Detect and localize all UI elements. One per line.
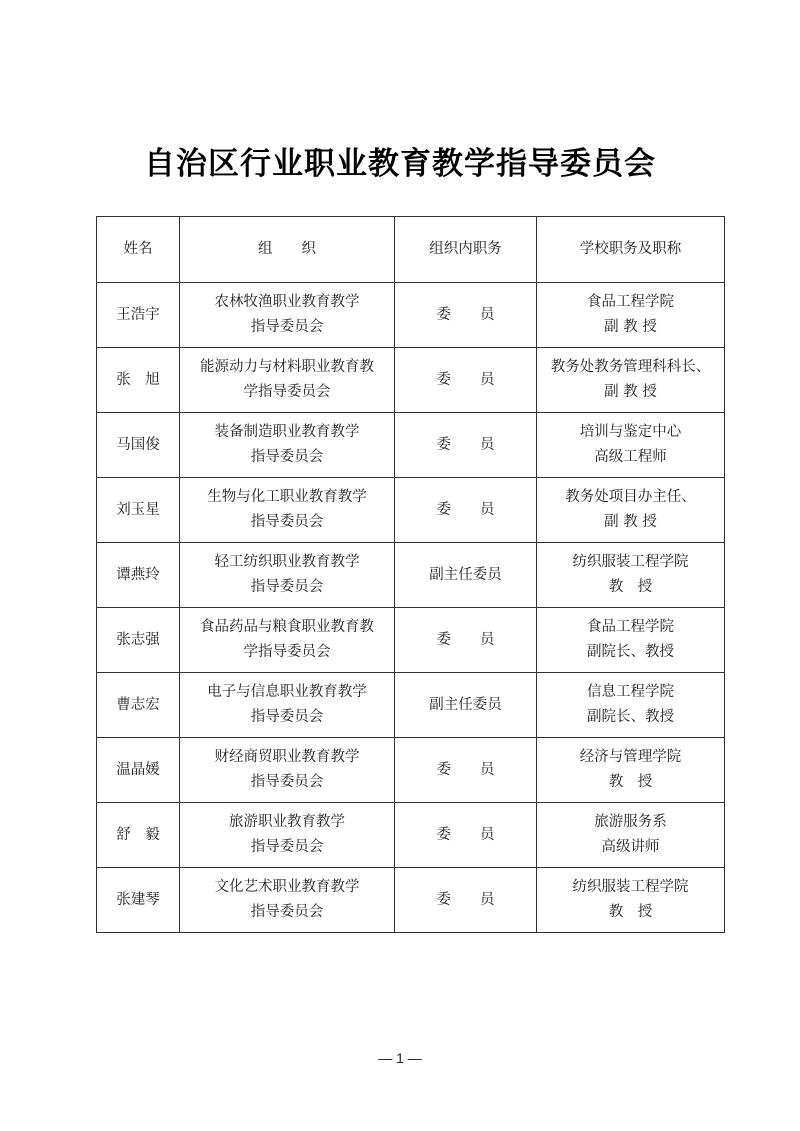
title-line: 副院长、教授 [587, 644, 674, 660]
cell-organization [180, 673, 395, 738]
title-line: 教 授 [608, 774, 653, 790]
org-line: 文化艺术职业教育教学 [214, 879, 360, 895]
table-row [97, 413, 725, 478]
cell-organization [180, 543, 395, 608]
title-line: 教 授 [608, 579, 653, 595]
org-line: 指导委员会 [250, 579, 324, 595]
cell-name: 张建琴 [97, 868, 180, 933]
cell-role: 委 员 [395, 478, 537, 543]
table-row [97, 543, 725, 608]
org-line: 指导委员会 [250, 774, 324, 790]
title-line: 高级工程师 [594, 449, 667, 465]
org-line: 指导委员会 [250, 709, 324, 725]
title-line: 副 教 授 [604, 514, 657, 530]
cell-name: 张志强 [97, 608, 180, 673]
cell-school-title [537, 413, 725, 478]
cell-organization [180, 738, 395, 803]
title-line: 培训与鉴定中心 [579, 424, 682, 440]
cell-organization [180, 868, 395, 933]
table-row [97, 478, 725, 543]
header-name: 姓名 [97, 217, 180, 283]
title-line: 副 教 授 [604, 319, 657, 335]
cell-name: 张 旭 [97, 348, 180, 413]
cell-name: 谭燕玲 [97, 543, 180, 608]
table-row [97, 673, 725, 738]
org-line: 农林牧渔职业教育教学 [214, 294, 360, 310]
table-row [97, 803, 725, 868]
cell-role: 委 员 [395, 413, 537, 478]
cell-role: 副主任委员 [395, 543, 537, 608]
cell-school-title [537, 283, 725, 348]
table-row [97, 868, 725, 933]
cell-name: 王浩宇 [97, 283, 180, 348]
cell-name: 刘玉星 [97, 478, 180, 543]
title-line: 高级讲师 [601, 839, 660, 855]
cell-role: 委 员 [395, 868, 537, 933]
title-line: 纺织服装工程学院 [572, 879, 689, 895]
table-row [97, 738, 725, 803]
cell-role: 委 员 [395, 738, 537, 803]
org-line: 轻工纺织职业教育教学 [214, 554, 360, 570]
header-role: 组织内职务 [395, 217, 537, 283]
title-line: 纺织服装工程学院 [572, 554, 689, 570]
cell-school-title [537, 348, 725, 413]
cell-school-title [537, 478, 725, 543]
cell-school-title [537, 803, 725, 868]
cell-organization [180, 478, 395, 543]
cell-school-title [537, 673, 725, 738]
cell-role: 委 员 [395, 283, 537, 348]
title-line: 副 教 授 [604, 384, 657, 400]
document-title: 自治区行业职业教育教学指导委员会 [144, 146, 656, 182]
page-number: — 1 — [378, 1050, 422, 1066]
org-line: 指导委员会 [250, 839, 324, 855]
cell-role: 委 员 [395, 803, 537, 868]
org-line: 生物与化工职业教育教学 [207, 489, 367, 505]
title-line: 经济与管理学院 [579, 749, 682, 765]
committee-table [96, 216, 725, 933]
org-line: 电子与信息职业教育教学 [207, 684, 367, 700]
org-line: 指导委员会 [250, 904, 324, 920]
header-school-title: 学校职务及职称 [537, 217, 725, 283]
cell-organization [180, 348, 395, 413]
title-line: 信息工程学院 [587, 684, 674, 700]
cell-school-title [537, 868, 725, 933]
title-line: 旅游服务系 [594, 814, 667, 830]
title-line: 食品工程学院 [587, 294, 674, 310]
cell-organization [180, 413, 395, 478]
org-line: 财经商贸职业教育教学 [214, 749, 360, 765]
cell-role: 委 员 [395, 348, 537, 413]
cell-school-title [537, 543, 725, 608]
cell-school-title [537, 608, 725, 673]
org-line: 学指导委员会 [243, 644, 331, 660]
title-line: 教 授 [608, 904, 653, 920]
org-line: 学指导委员会 [243, 384, 331, 400]
cell-school-title [537, 738, 725, 803]
cell-role: 委 员 [395, 608, 537, 673]
title-line: 副院长、教授 [587, 709, 674, 725]
cell-role: 副主任委员 [395, 673, 537, 738]
org-line: 能源动力与材料职业教育教 [200, 359, 374, 375]
table-row [97, 608, 725, 673]
table-row [97, 348, 725, 413]
cell-name: 曹志宏 [97, 673, 180, 738]
table-row [97, 283, 725, 348]
org-line: 旅游职业教育教学 [229, 814, 345, 830]
table-header-row [97, 217, 725, 283]
org-line: 指导委员会 [250, 449, 324, 465]
cell-name: 舒 毅 [97, 803, 180, 868]
cell-name: 温晶媛 [97, 738, 180, 803]
title-line: 教务处教务管理科科长、 [550, 359, 711, 375]
org-line: 指导委员会 [250, 319, 324, 335]
cell-organization [180, 608, 395, 673]
header-organization: 组 织 [180, 217, 395, 283]
cell-organization [180, 803, 395, 868]
title-line: 教务处项目办主任、 [565, 489, 696, 505]
title-line: 食品工程学院 [587, 619, 674, 635]
cell-name: 马国俊 [97, 413, 180, 478]
org-line: 食品药品与粮食职业教育教 [200, 619, 374, 635]
org-line: 指导委员会 [250, 514, 324, 530]
cell-organization [180, 283, 395, 348]
org-line: 装备制造职业教育教学 [214, 424, 360, 440]
